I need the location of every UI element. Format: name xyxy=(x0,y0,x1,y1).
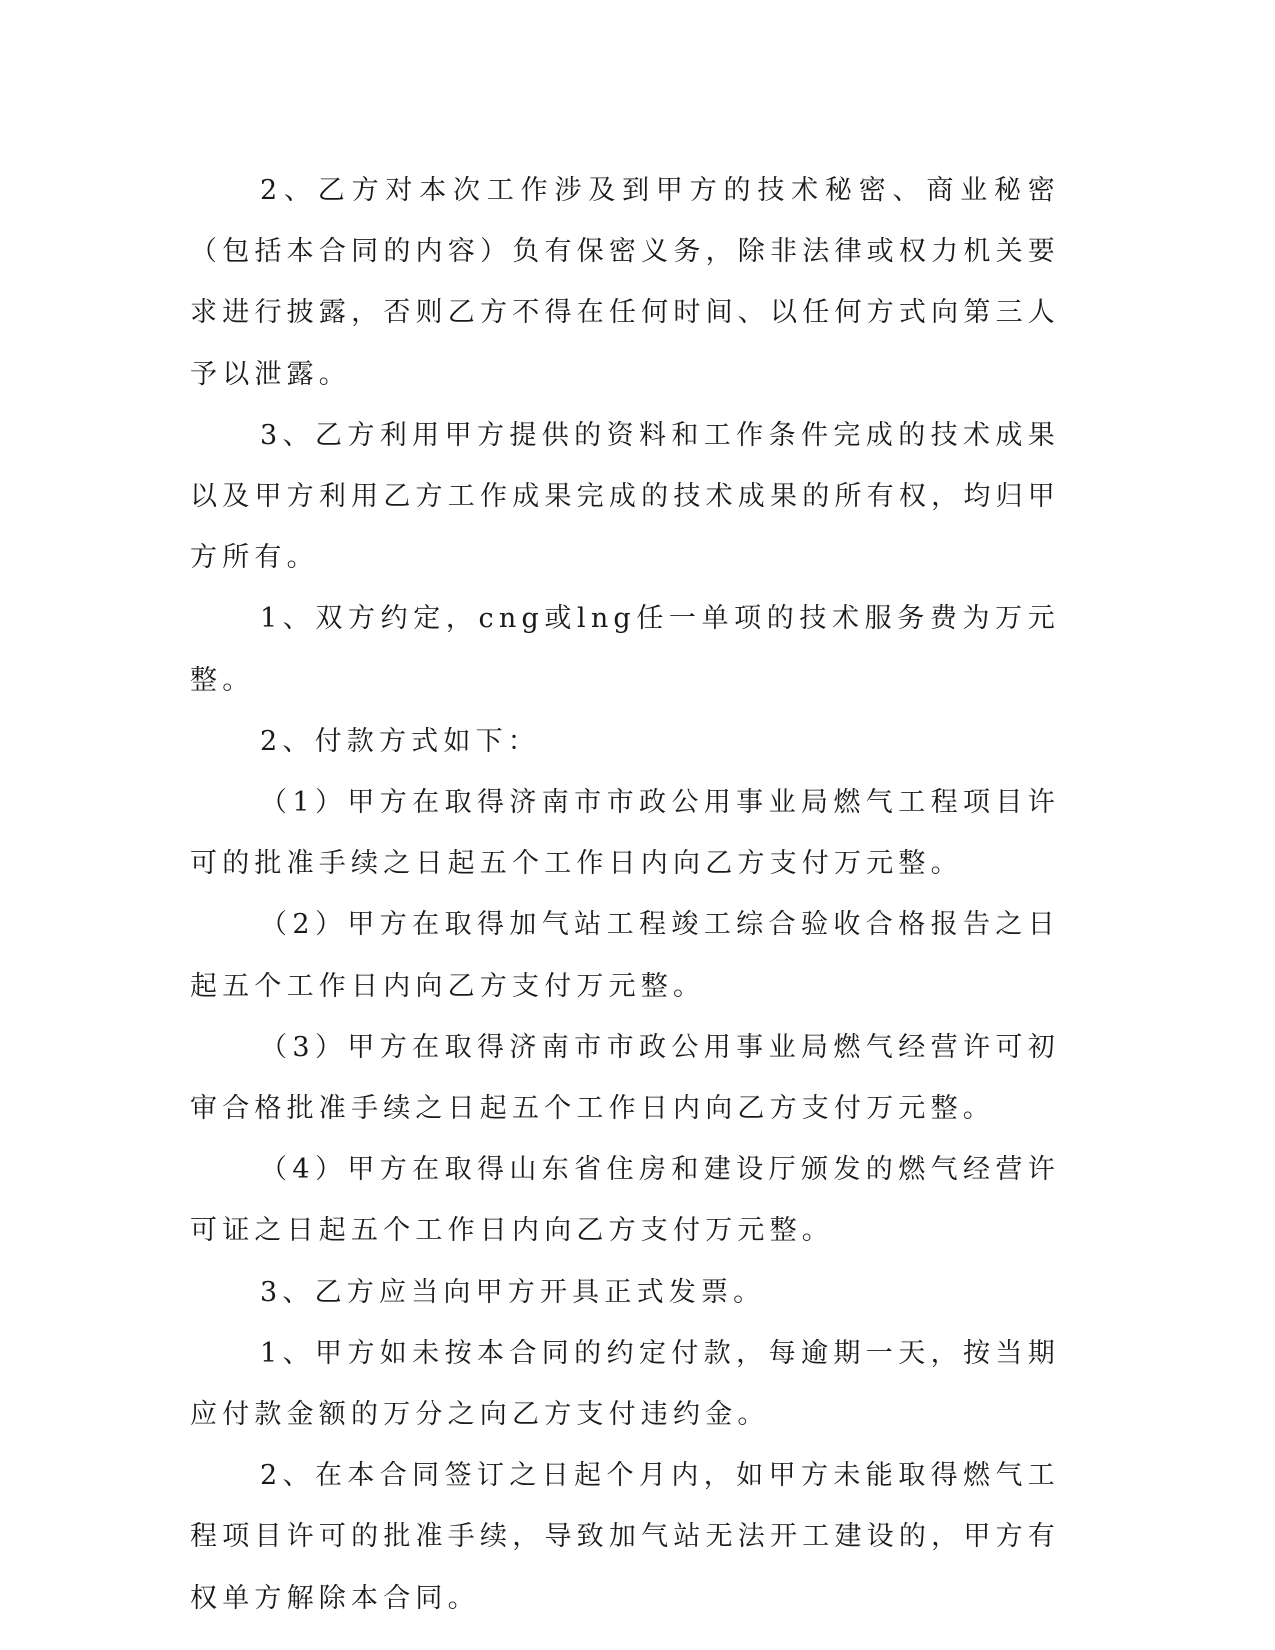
document-body xyxy=(190,160,1060,1629)
paragraph-payment-2: （2）甲方在取得加气站工程竣工综合验收合格报告之日起五个工作日内向乙方支付万元整。 xyxy=(190,909,1060,1002)
paragraph-termination: 2、在本合同签订之日起个月内，如甲方未能取得燃气工程项目许可的批准手续，导致加气站无法开工建设的，甲方有权单方解除本合同。 xyxy=(190,1460,1060,1614)
paragraph-payment-method: 2、付款方式如下： xyxy=(260,725,540,757)
paragraph-invoice: 3、乙方应当向甲方开具正式发票。 xyxy=(260,1276,766,1308)
paragraph-payment-3: （3）甲方在取得济南市市政公用事业局燃气经营许可初审合格批准手续之日起五个工作日内向乙方支付万元整。 xyxy=(190,1031,1060,1125)
paragraph-late-payment: 1、甲方如未按本合同的约定付款，每逾期一天，按当期应付款金额的万分之向乙方支付违约金。 xyxy=(190,1337,1060,1431)
paragraph-confidentiality: 2、乙方对本次工作涉及到甲方的技术秘密、商业秘密（包括本合同的内容）负有保密义务，除非法律或权力机关要求进行披露，否则乙方不得在任何时间、以任何方式向第三人予以泄露。 xyxy=(190,175,1060,390)
paragraph-ownership: 3、乙方利用甲方提供的资料和工作条件完成的技术成果以及甲方利用乙方工作成果完成的技术成果的所有权，均归甲方所有。 xyxy=(190,419,1060,574)
paragraph-payment-1: （1）甲方在取得济南市市政公用事业局燃气工程项目许可的批准手续之日起五个工作日内向乙方支付万元整。 xyxy=(190,787,1060,880)
paragraph-payment-4: （4）甲方在取得山东省住房和建设厅颁发的燃气经营许可证之日起五个工作日内向乙方支付万元整。 xyxy=(190,1154,1060,1247)
paragraph-service-fee: 1、双方约定，cng或lng任一单项的技术服务费为万元整。 xyxy=(190,603,1060,696)
